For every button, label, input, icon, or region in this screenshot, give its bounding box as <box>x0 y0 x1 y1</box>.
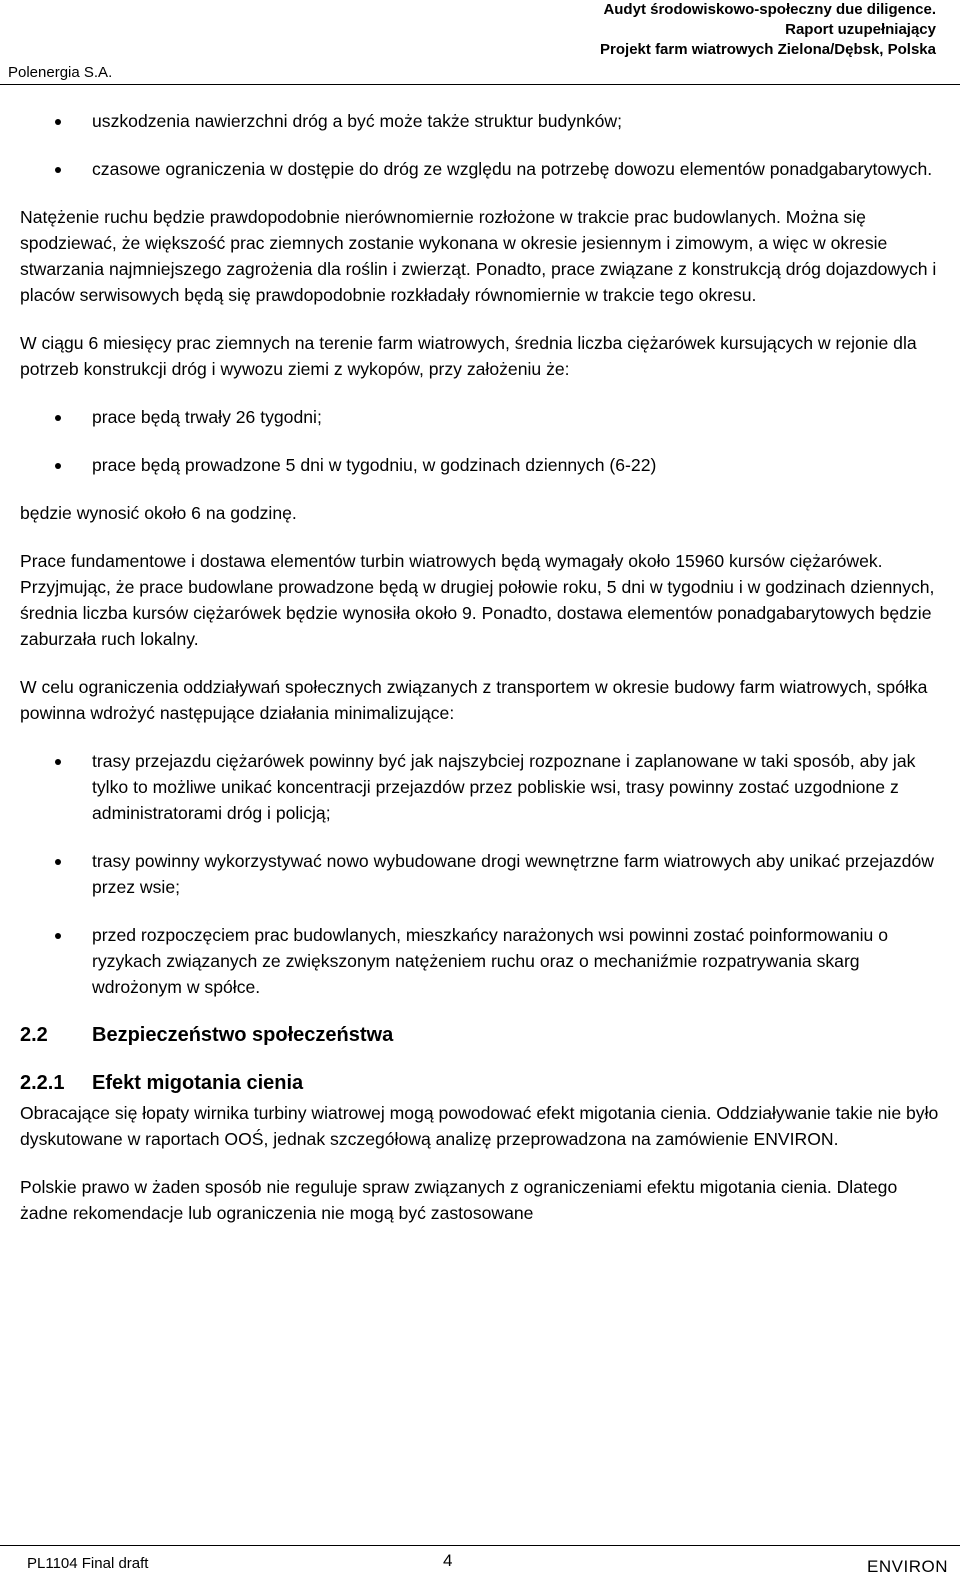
subsection-number: 2.2.1 <box>20 1072 65 1094</box>
list-item: czasowe ograniczenia w dostępie do dróg ze względu na potrzebę dowozu elementów ponadgabarytowych. <box>20 156 948 182</box>
footer-brand-logo: ENVIRON <box>867 1557 948 1576</box>
paragraph-mitigation-intro: W celu ograniczenia oddziaływań społecznych związanych z transportem w okresie budowy farm wiatrowych, spółka powinna wdrożyć następujące działania minimalizujące: <box>20 677 928 723</box>
page-footer <box>0 1545 960 1585</box>
bullet-icon <box>55 167 61 173</box>
paragraph-shadow-flicker: Obracające się łopaty wirnika turbiny wiatrowej mogą powodować efekt migotania cienia. Oddziaływanie takie nie było dyskutowane w raportach OOŚ, jednak szczegółową analizę przeprowadzona na zamówienie ENVIRON. <box>20 1103 939 1149</box>
list-item: prace będą trwały 26 tygodni; <box>20 404 948 430</box>
header-divider <box>0 84 960 85</box>
list-item: prace będą prowadzone 5 dni w tygodniu, w godzinach dziennych (6-22) <box>20 452 948 478</box>
header-title-line3: Projekt farm wiatrowych Zielona/Dębsk, Polska <box>600 41 936 58</box>
footer-document-id: PL1104 Final draft <box>27 1555 149 1572</box>
bullet-icon <box>55 463 61 469</box>
paragraph-earthworks: W ciągu 6 miesięcy prac ziemnych na terenie farm wiatrowych, średnia liczba ciężarówek kursujących w rejonie dla potrzeb konstrukcji dróg i wywozu ziemi z wykopów, przy założeniu że: <box>20 333 917 379</box>
paragraph-polish-law: Polskie prawo w żaden sposób nie reguluje spraw związanych z ograniczeniami efektu migotania cienia. Dlatego żadne rekomendacje lub ograniczenia nie mogą być zastosowane <box>20 1177 898 1223</box>
header-title-line2: Raport uzupełniający <box>785 21 936 38</box>
bullet-list-assumptions <box>20 404 948 478</box>
header-company: Polenergia S.A. <box>8 64 113 81</box>
bullet-icon <box>55 759 61 765</box>
header-title-line1: Audyt środowiskowo-społeczny due diligence. <box>603 1 936 18</box>
bullet-icon <box>55 859 61 865</box>
paragraph-foundations: Prace fundamentowe i dostawa elementów turbin wiatrowych będą wymagały około 15960 kursów ciężarówek. Przyjmując, że prace budowlane prowadzone będą w drugiej połowie roku, 5 dni w tygodniu i w godzinach dziennych, średnia liczba kursów ciężarówek będzie wynosiła około 9. Ponadto, dostawa elementów ponadgabarytowych będzie zaburzała ruch lokalny. <box>20 551 935 649</box>
section-number: 2.2 <box>20 1024 48 1046</box>
list-item: przed rozpoczęciem prac budowlanych, mieszkańcy narażonych wsi powinni zostać poinformowaniu o ryzykach związanych ze zwiększonym natężeniem ruchu oraz o mechaniźmie rozpatrywania skarg wdrożonym w spółce. <box>20 922 948 1000</box>
bullet-icon <box>55 119 61 125</box>
bullet-list-mitigation <box>20 748 948 1000</box>
bullet-icon <box>55 933 61 939</box>
section-title: Bezpieczeństwo społeczeństwa <box>92 1024 394 1046</box>
list-item: uszkodzenia nawierzchni dróg a być może także struktur budynków; <box>20 108 948 134</box>
page-content <box>20 108 948 1248</box>
section-heading <box>20 1022 948 1048</box>
subsection-heading <box>20 1070 948 1096</box>
bullet-list-impacts <box>20 108 948 182</box>
list-item: trasy przejazdu ciężarówek powinny być jak najszybciej rozpoznane i zaplanowane w taki sposób, aby jak tylko to możliwe unikać koncentracji przejazdów przez pobliskie wsi, trasy powinny zostać uzgodnione z administratorami dróg i policją; <box>20 748 948 826</box>
header-title-block <box>600 0 936 60</box>
bullet-icon <box>55 415 61 421</box>
paragraph-rate: będzie wynosić około 6 na godzinę. <box>20 503 297 523</box>
paragraph-traffic: Natężenie ruchu będzie prawdopodobnie nierównomiernie rozłożone w trakcie prac budowlanych. Można się spodziewać, że większość prac ziemnych zostanie wykonana w okresie jesiennym i zimowym, a więc w okresie stwarzania najmniejszego zagrożenia dla roślin i zwierząt. Ponadto, prace związane z konstrukcją dróg dojazdowych i placów serwisowych będą się prawdopodobnie rozkładały równomiernie w trakcie tego okresu. <box>20 207 937 305</box>
page-header <box>0 0 960 86</box>
list-item: trasy powinny wykorzystywać nowo wybudowane drogi wewnętrzne farm wiatrowych aby unikać przejazdów przez wsie; <box>20 848 948 900</box>
subsection-title: Efekt migotania cienia <box>92 1072 304 1094</box>
footer-divider <box>0 1545 960 1546</box>
page-number: 4 <box>443 1551 453 1570</box>
